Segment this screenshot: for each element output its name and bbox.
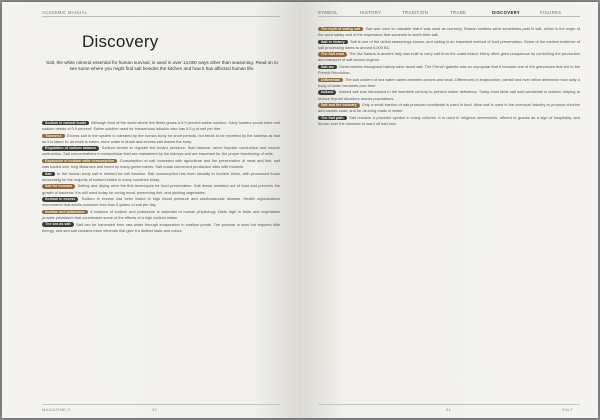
section-paragraph: Salt for humans Salting and drying were the first techniques for food preservation. Salt draws moisture out of food and prevents the growth of bacteria; it is still used today for curing meat, preserving fish, and pickling vegetables. [42, 183, 280, 195]
section-paragraph: Iodized Iodized salt was introduced in the twentieth century to prevent iodine deficiency. Today most table salt sold worldwide is iodized, helping to reduce thyroid disorders across populations. [318, 89, 580, 101]
section-paragraph: Salt In the human body salt is needed for cell function. Salt consumption has risen steadily in modern times, with processed foods accounting for the majority of sodium intake in many countries today. [42, 170, 280, 182]
section-tag: Differential [318, 78, 343, 83]
section-paragraph: Differential The salt content of sea water varies between oceans and seas. Differences in evaporation, rainfall and river inflow determine how salty a body of water becomes over time. [318, 76, 580, 88]
section-tag: The sea as salt [42, 222, 74, 227]
page-number-left: 30 [152, 407, 158, 412]
article-lead: Salt, the white mineral essential for human survival, is used in over 14,000 ways other than seasoning. Read on to see some where you might find salt besides the kitchen and how it has affected human life. [46, 60, 278, 72]
section-paragraph: Tolerance Excess salt in the system is tolerated by the human body for short periods, but tends to be excreted by the kidneys as fast as it is taken in; as more is eaten, more water is drunk and excess salt leaves the body. [42, 132, 280, 144]
running-head-title: ACADEMIC MANUAL [42, 10, 88, 15]
right-body-column [318, 26, 580, 128]
section-paragraph: Salt in history Salt is one of the oldest seasonings known, and salting is an important method of food preservation. Some of the earliest evidence of salt processing dates to around 6,000 BC. [318, 38, 580, 50]
section-tag: Tolerance [42, 134, 65, 139]
footer-rule [318, 404, 580, 405]
tab-figures[interactable]: FIGURES [540, 10, 562, 15]
section-paragraph: The Salt path Salt remains a powerful symbol in many cultures. It is used in religious ceremonies, offered to guests as a sign of hospitality, and thrown over the shoulder to ward off bad luck. [318, 114, 580, 126]
tab-history[interactable]: HISTORY [360, 10, 382, 15]
section-paragraph: Sodium in natural foods Although food of the world where the fibres grows a 0.9 percent saline solution. Early hunters would have met sodium needs of 0.5 percent. Saline solution used for intravenous infusion also has 9.0 g of salt per litre. [42, 120, 280, 132]
section-paragraph: The sea as salt Salt can be harvested from sea water through evaporation in shallow ponds. The process is slow but requires little energy, and sea salt contains trace minerals that give it a distinct taste and colour. [42, 221, 280, 233]
section-paragraph: Expansion of sodium salts consumption Consumption of salt increased with agriculture and the preservation of meat and fish; salt was traded over long distances and taxed by many governments. Salt roads connected production sites with markets. [42, 158, 280, 170]
page-number-right: 31 [446, 407, 452, 412]
section-tag: Salt in history [318, 40, 348, 45]
left-body-column [42, 120, 280, 234]
header-rule [42, 16, 280, 17]
footer-rule [42, 404, 280, 405]
section-tag: Salt and the industry [318, 103, 360, 108]
section-paragraph: Regulation of sodium balance Sodium serves to regulate the body's pressure, fluid balance, nerve impulse conduction and muscle contraction. Salt concentrations in extracellular fluid are maintained by the kidneys and are important for the proper functioning of cells. [42, 145, 280, 157]
tab-trade[interactable]: TRADE [450, 10, 467, 15]
footer-magazine-label: MAGAZINE 9 [42, 407, 71, 412]
section-paragraph: Salt and the industry Only a small fraction of salt produced worldwide is used in food. Most salt is used in the chemical industry to produce chlorine and caustic soda, and for de-icing roads in winter. [318, 102, 580, 114]
tab-tradition[interactable]: TRADITION [402, 10, 429, 15]
header-rule [318, 16, 580, 17]
page-title: Discovery [82, 32, 159, 51]
section-paragraph: The myth of eating salt Salt was once so valuable that it was used as currency. Roman soldiers were sometimes paid in salt, which is the origin of the word salary and of the expression that someone is worth their salt. [318, 26, 580, 38]
magazine-spread [2, 2, 598, 418]
section-tag: The Salt path [318, 116, 347, 121]
section-tag: Salt [42, 172, 55, 177]
footer-section-label: SALT [562, 407, 574, 412]
section-tag: Iodized [318, 90, 336, 95]
right-page [300, 2, 598, 418]
section-paragraph: Sodium in excess Sodium in excess has been linked to high blood pressure and cardiovascular disease. Health organisations recommend that adults consume less than 5 grams of salt per day. [42, 196, 280, 208]
section-tag: Regulation of sodium balance [42, 146, 99, 151]
section-paragraph: The Salt road The Via Salaria in ancient Italy was built to carry salt from the coast inland. Many cities grew prosperous by controlling the production and transport of salt across regions. [318, 51, 581, 63]
section-tag: Sodium in excess [42, 197, 78, 202]
section-tag: The Salt road [318, 52, 347, 57]
left-page [2, 2, 300, 418]
section-tag: Salt for humans [42, 184, 75, 189]
section-tag: Sodium in natural foods [42, 121, 89, 126]
section-paragraph: Sodium and potassium A balance of sodium and potassium is essential to human physiology. Diets high in fruits and vegetables provide potassium that counteracts some of the effects of a high sodium intake. [42, 208, 280, 220]
section-tag: Expansion of sodium salts consumption [42, 159, 117, 164]
tab-discovery[interactable]: DISCOVERY [492, 10, 521, 15]
section-paragraph: Salt tax Governments throughout history have taxed salt. The French gabelle was so unpopular that it became one of the grievances that led to the French Revolution. [318, 64, 580, 76]
section-tag: The myth of eating salt [318, 27, 363, 32]
section-tag: Salt tax [318, 65, 337, 70]
section-tag: Sodium and potassium [42, 210, 88, 215]
tab-symbol[interactable]: SYMBOL [318, 10, 338, 15]
